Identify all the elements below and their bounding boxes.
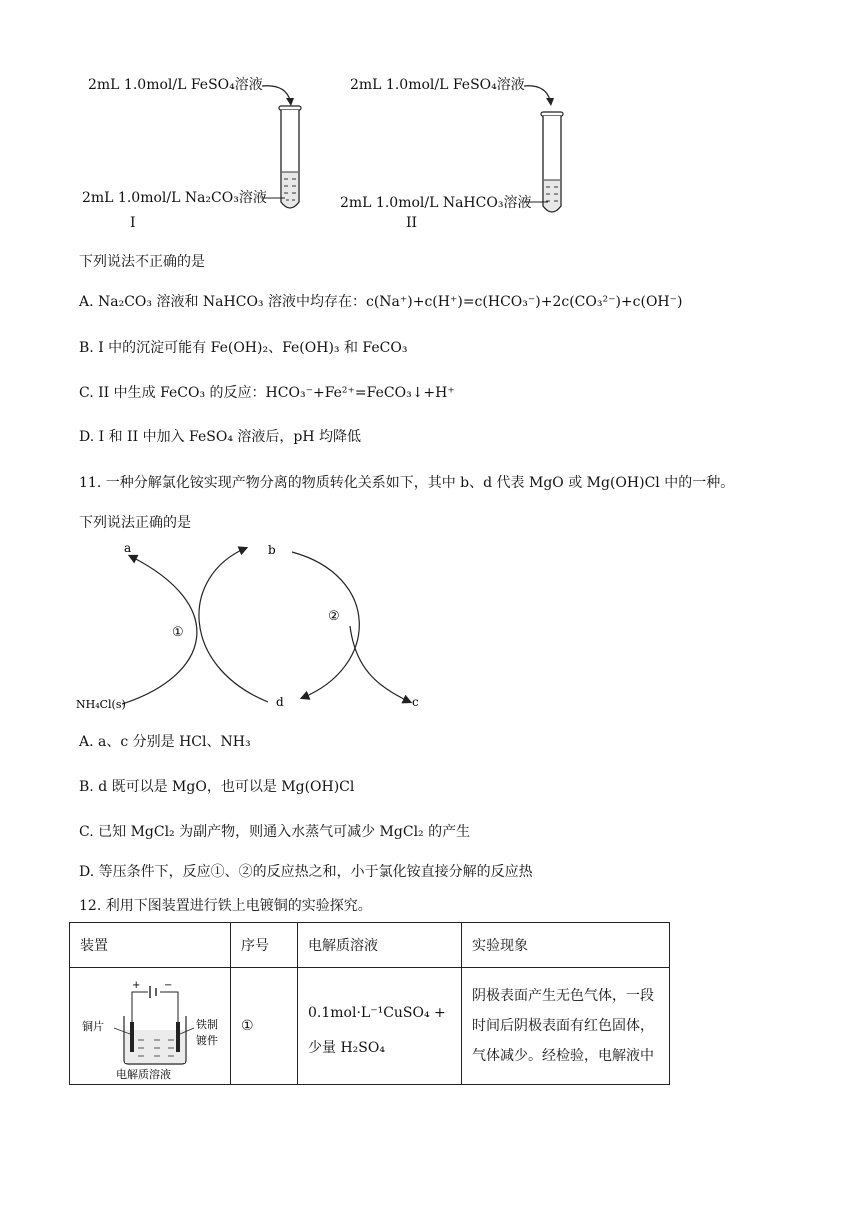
- electroplating-apparatus: [70, 968, 230, 1080]
- q11-stem: 11. 一种分解氯化铵实现产物分离的物质转化关系如下，其中 b、d 代表 MgO 或 Mg(OH)Cl 中的一种。: [79, 475, 735, 491]
- tube2-bottom-label: 2mL 1.0mol/L NaHCO₃溶液: [340, 195, 532, 211]
- q10-option-a: A. Na₂CO₃ 溶液和 NaHCO₃ 溶液中均存在：c(Na⁺)+c(H⁺)=c(HCO₃⁻)+2c(CO₃²⁻)+c(OH⁻): [79, 294, 683, 310]
- step-1-label: ①: [172, 625, 184, 640]
- phenomenon-line-1: 阴极表面产生无色气体，一段: [472, 988, 654, 1004]
- q11-option-a: A. a、c 分别是 HCl、NH₃: [79, 734, 251, 750]
- electrolyte-cell: [298, 968, 462, 1085]
- copper-plate-label: 铜片: [82, 1020, 104, 1033]
- phenomenon-line-3: 气体减少。经检验，电解液中: [472, 1048, 654, 1064]
- conversion-cycle-diagram: [70, 536, 450, 720]
- iron-electrode: [176, 1022, 180, 1052]
- node-c: c: [412, 695, 419, 709]
- arc-d-to-b: [199, 548, 268, 702]
- phenomenon-cell: [462, 968, 670, 1085]
- node-a: a: [124, 541, 132, 555]
- test-tubes-drawing: [0, 0, 600, 240]
- header-electrolyte: 电解质溶液: [298, 923, 462, 968]
- step-2-label: ②: [328, 609, 340, 624]
- tube2-top-label: 2mL 1.0mol/L FeSO₄溶液: [350, 77, 525, 93]
- arc-to-c: [350, 626, 410, 702]
- electrolyte-line-2: 少量 H₂SO₄: [308, 1040, 385, 1056]
- minus-sign: −: [164, 980, 173, 991]
- node-nh4cl: NH₄Cl(s): [76, 698, 126, 711]
- arc-nh4cl-to-a: [122, 556, 197, 704]
- electrolyte-label: 电解质溶液: [116, 1068, 171, 1080]
- q10-option-d: D. I 和 II 中加入 FeSO₄ 溶液后，pH 均降低: [79, 429, 362, 445]
- arc-b-to-d: [292, 552, 359, 698]
- q10-option-b: B. I 中的沉淀可能有 Fe(OH)₂、Fe(OH)₃ 和 FeCO₃: [79, 340, 408, 356]
- q11-prompt: 下列说法正确的是: [79, 515, 191, 531]
- experiment-table: [69, 922, 670, 1085]
- q11-option-d: D. 等压条件下，反应①、②的反应热之和，小于氯化铵直接分解的反应热: [79, 864, 533, 880]
- phenomenon-line-2: 时间后阴极表面有红色固体，: [472, 1018, 654, 1034]
- q11-option-b: B. d 既可以是 MgO，也可以是 Mg(OH)Cl: [79, 779, 355, 795]
- table-header-row: [70, 923, 670, 968]
- tube2-roman-label: II: [406, 215, 418, 231]
- header-apparatus: 装置: [70, 923, 231, 968]
- q11-option-c: C. 已知 MgCl₂ 为副产物，则通入水蒸气可减少 MgCl₂ 的产生: [79, 824, 471, 840]
- header-number: 序号: [231, 923, 298, 968]
- plus-sign: +: [132, 980, 141, 991]
- tube1-roman-label: I: [130, 215, 136, 231]
- node-b: b: [268, 543, 276, 557]
- q10-prompt: 下列说法不正确的是: [79, 254, 205, 270]
- electrolyte-line-1: 0.1mol·L⁻¹CuSO₄ +: [308, 1005, 446, 1021]
- q12-stem: 12. 利用下图装置进行铁上电镀铜的实验探究。: [79, 898, 372, 914]
- node-d: d: [276, 695, 284, 709]
- copper-electrode: [130, 1022, 134, 1052]
- q10-option-c: C. II 中生成 FeCO₃ 的反应：HCO₃⁻+Fe²⁺=FeCO₃↓+H⁺: [79, 385, 455, 401]
- tube1-bottom-label: 2mL 1.0mol/L Na₂CO₃溶液: [82, 190, 267, 206]
- tube1-top-label: 2mL 1.0mol/L FeSO₄溶液: [88, 77, 263, 93]
- iron-part-label-2: 镀件: [196, 1034, 218, 1047]
- row-number: ①: [231, 968, 298, 1085]
- apparatus-cell: [70, 968, 231, 1085]
- header-phenomenon: 实验现象: [462, 923, 670, 968]
- table-row: [70, 968, 670, 1085]
- iron-part-label-1: 铁制: [196, 1018, 218, 1031]
